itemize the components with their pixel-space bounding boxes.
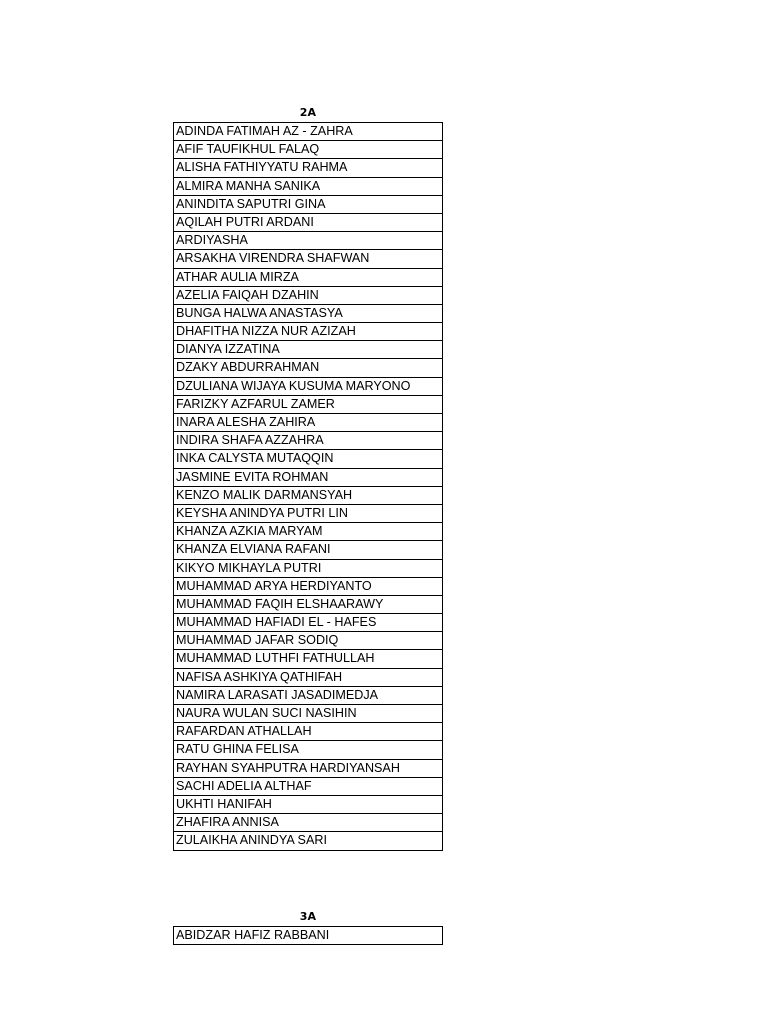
student-row: DHAFITHA NIZZA NUR AZIZAH	[174, 323, 442, 341]
student-row: AFIF TAUFIKHUL FALAQ	[174, 141, 442, 159]
student-row: INKA CALYSTA MUTAQQIN	[174, 450, 442, 468]
student-list	[173, 122, 443, 851]
student-row: MUHAMMAD JAFAR SODIQ	[174, 632, 442, 650]
student-row: KENZO MALIK DARMANSYAH	[174, 487, 442, 505]
student-row: AZELIA FAIQAH DZAHIN	[174, 287, 442, 305]
student-row: ZHAFIRA ANNISA	[174, 814, 442, 832]
student-list	[173, 926, 443, 945]
student-row: RAFARDAN ATHALLAH	[174, 723, 442, 741]
student-row: INDIRA SHAFA AZZAHRA	[174, 432, 442, 450]
student-row: KHANZA ELVIANA RAFANI	[174, 541, 442, 559]
student-row: MUHAMMAD LUTHFI FATHULLAH	[174, 650, 442, 668]
student-row: ALISHA FATHIYYATU RAHMA	[174, 159, 442, 177]
student-row: ARDIYASHA	[174, 232, 442, 250]
student-row: NAMIRA LARASATI JASADIMEDJA	[174, 687, 442, 705]
student-row: DZAKY ABDURRAHMAN	[174, 359, 442, 377]
student-row: ZULAIKHA ANINDYA SARI	[174, 832, 442, 850]
student-row: JASMINE EVITA ROHMAN	[174, 469, 442, 487]
student-row: RATU GHINA FELISA	[174, 741, 442, 759]
student-row: SACHI ADELIA ALTHAF	[174, 778, 442, 796]
class-3a-section	[173, 908, 443, 945]
student-row: ABIDZAR HAFIZ RABBANI	[174, 927, 442, 945]
class-title: 3A	[299, 910, 317, 923]
student-row: AQILAH PUTRI ARDANI	[174, 214, 442, 232]
student-row: BUNGA HALWA ANASTASYA	[174, 305, 442, 323]
student-row: DIANYA IZZATINA	[174, 341, 442, 359]
class-title: 2A	[299, 106, 317, 119]
class-2a-section	[173, 104, 443, 851]
student-row: MUHAMMAD FAQIH ELSHAARAWY	[174, 596, 442, 614]
student-row: MUHAMMAD HAFIADI EL - HAFES	[174, 614, 442, 632]
student-row: NAURA WULAN SUCI NASIHIN	[174, 705, 442, 723]
student-row: ARSAKHA VIRENDRA SHAFWAN	[174, 250, 442, 268]
student-row: FARIZKY AZFARUL ZAMER	[174, 396, 442, 414]
student-row: ALMIRA MANHA SANIKA	[174, 178, 442, 196]
student-row: ANINDITA SAPUTRI GINA	[174, 196, 442, 214]
student-row: KIKYO MIKHAYLA PUTRI	[174, 560, 442, 578]
student-row: ADINDA FATIMAH AZ - ZAHRA	[174, 123, 442, 141]
student-row: KEYSHA ANINDYA PUTRI LIN	[174, 505, 442, 523]
student-row: ATHAR AULIA MIRZA	[174, 269, 442, 287]
student-row: NAFISA ASHKIYA QATHIFAH	[174, 669, 442, 687]
student-row: DZULIANA WIJAYA KUSUMA MARYONO	[174, 378, 442, 396]
student-row: UKHTI HANIFAH	[174, 796, 442, 814]
student-row: KHANZA AZKIA MARYAM	[174, 523, 442, 541]
student-row: MUHAMMAD ARYA HERDIYANTO	[174, 578, 442, 596]
student-row: INARA ALESHA ZAHIRA	[174, 414, 442, 432]
student-row: RAYHAN SYAHPUTRA HARDIYANSAH	[174, 760, 442, 778]
